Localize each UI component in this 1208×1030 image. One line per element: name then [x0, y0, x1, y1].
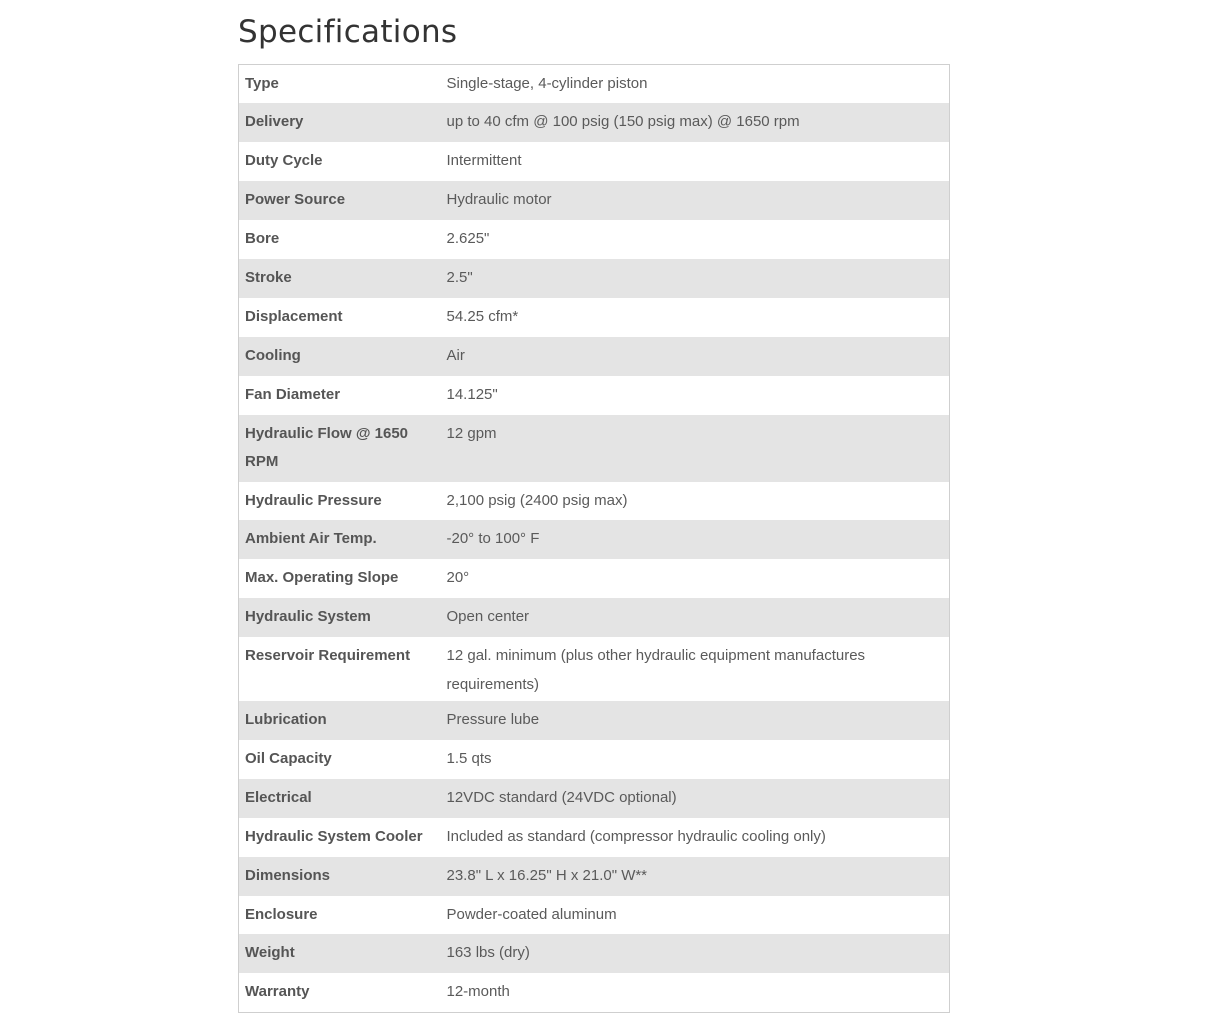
spec-row-reservoir-requirement [239, 637, 950, 701]
spec-row-stroke [239, 259, 950, 298]
spec-label: Weight [239, 934, 441, 973]
spec-label: Reservoir Requirement [245, 647, 411, 665]
spec-value: 2.625" [446, 230, 490, 248]
spec-label: Type [245, 75, 279, 92]
spec-value: 12 gpm [441, 415, 950, 482]
spec-label: Dimensions [239, 857, 441, 896]
spec-label: Enclosure [245, 905, 318, 923]
spec-row-duty-cycle [239, 142, 950, 181]
spec-value: Single-stage, 4-cylinder piston [446, 75, 648, 92]
spec-label: Stroke [239, 259, 441, 298]
spec-label: Bore [245, 230, 280, 248]
spec-row-cooling [239, 337, 950, 376]
spec-value: Hydraulic motor [441, 181, 950, 220]
specifications-table [238, 64, 950, 1013]
spec-row-ambient-air-temp [239, 520, 950, 559]
spec-row-enclosure [239, 896, 950, 935]
spec-value: 2,100 psig (2400 psig max) [446, 491, 628, 509]
spec-label: Warranty [245, 983, 310, 1001]
spec-value: 2.5" [441, 259, 950, 298]
spec-value: 12 gal. minimum (plus other hydraulic equipment manufactures requirements) [446, 647, 866, 693]
spec-label: Electrical [239, 779, 441, 818]
spec-value: Open center [441, 598, 950, 637]
spec-row-fan-diameter [239, 376, 950, 415]
spec-label: Oil Capacity [245, 749, 332, 767]
spec-value: Powder-coated aluminum [446, 905, 617, 923]
spec-label: Hydraulic System [239, 598, 441, 637]
spec-row-hydraulic-system [239, 598, 950, 637]
spec-row-lubrication [239, 701, 950, 740]
spec-row-warranty [239, 973, 950, 1012]
spec-label: Power Source [239, 181, 441, 220]
spec-row-electrical [239, 779, 950, 818]
spec-value: 163 lbs (dry) [441, 934, 950, 973]
spec-value: Included as standard (compressor hydraulic cooling only) [446, 827, 826, 845]
spec-row-hydraulic-pressure [239, 482, 950, 521]
spec-label: Ambient Air Temp. [239, 520, 441, 559]
spec-row-hydraulic-system-cooler [239, 818, 950, 857]
spec-label: Hydraulic Pressure [245, 491, 382, 509]
spec-value: 54.25 cfm* [446, 307, 519, 325]
spec-value: 23.8" L x 16.25" H x 21.0" W** [441, 857, 950, 896]
spec-label: Delivery [239, 103, 441, 142]
spec-row-oil-capacity [239, 740, 950, 779]
spec-value: Pressure lube [441, 701, 950, 740]
spec-row-weight [239, 934, 950, 973]
spec-value: Air [441, 337, 950, 376]
spec-row-type [239, 65, 950, 104]
spec-value: 20° [446, 569, 470, 587]
spec-value: -20° to 100° F [441, 520, 950, 559]
spec-row-power-source [239, 181, 950, 220]
spec-row-displacement [239, 298, 950, 337]
spec-row-delivery [239, 103, 950, 142]
spec-row-hydraulic-flow [239, 415, 950, 482]
page-title: Specifications [238, 14, 458, 50]
spec-value: Intermittent [446, 152, 522, 170]
spec-label: Fan Diameter [245, 385, 341, 403]
spec-value: 1.5 qts [446, 749, 492, 767]
spec-label: Duty Cycle [245, 152, 323, 170]
spec-value: 12-month [446, 983, 510, 1001]
spec-row-bore [239, 220, 950, 259]
spec-row-dimensions [239, 857, 950, 896]
spec-label: Hydraulic Flow @ 1650 RPM [239, 415, 441, 482]
spec-value: 14.125" [446, 385, 498, 403]
spec-label: Displacement [245, 307, 343, 325]
spec-label: Hydraulic System Cooler [245, 827, 423, 845]
spec-value: 12VDC standard (24VDC optional) [441, 779, 950, 818]
spec-label: Cooling [239, 337, 441, 376]
spec-row-max-operating-slope [239, 559, 950, 598]
spec-label: Max. Operating Slope [245, 569, 399, 587]
spec-value: up to 40 cfm @ 100 psig (150 psig max) @ 1650 rpm [441, 103, 950, 142]
spec-label: Lubrication [239, 701, 441, 740]
